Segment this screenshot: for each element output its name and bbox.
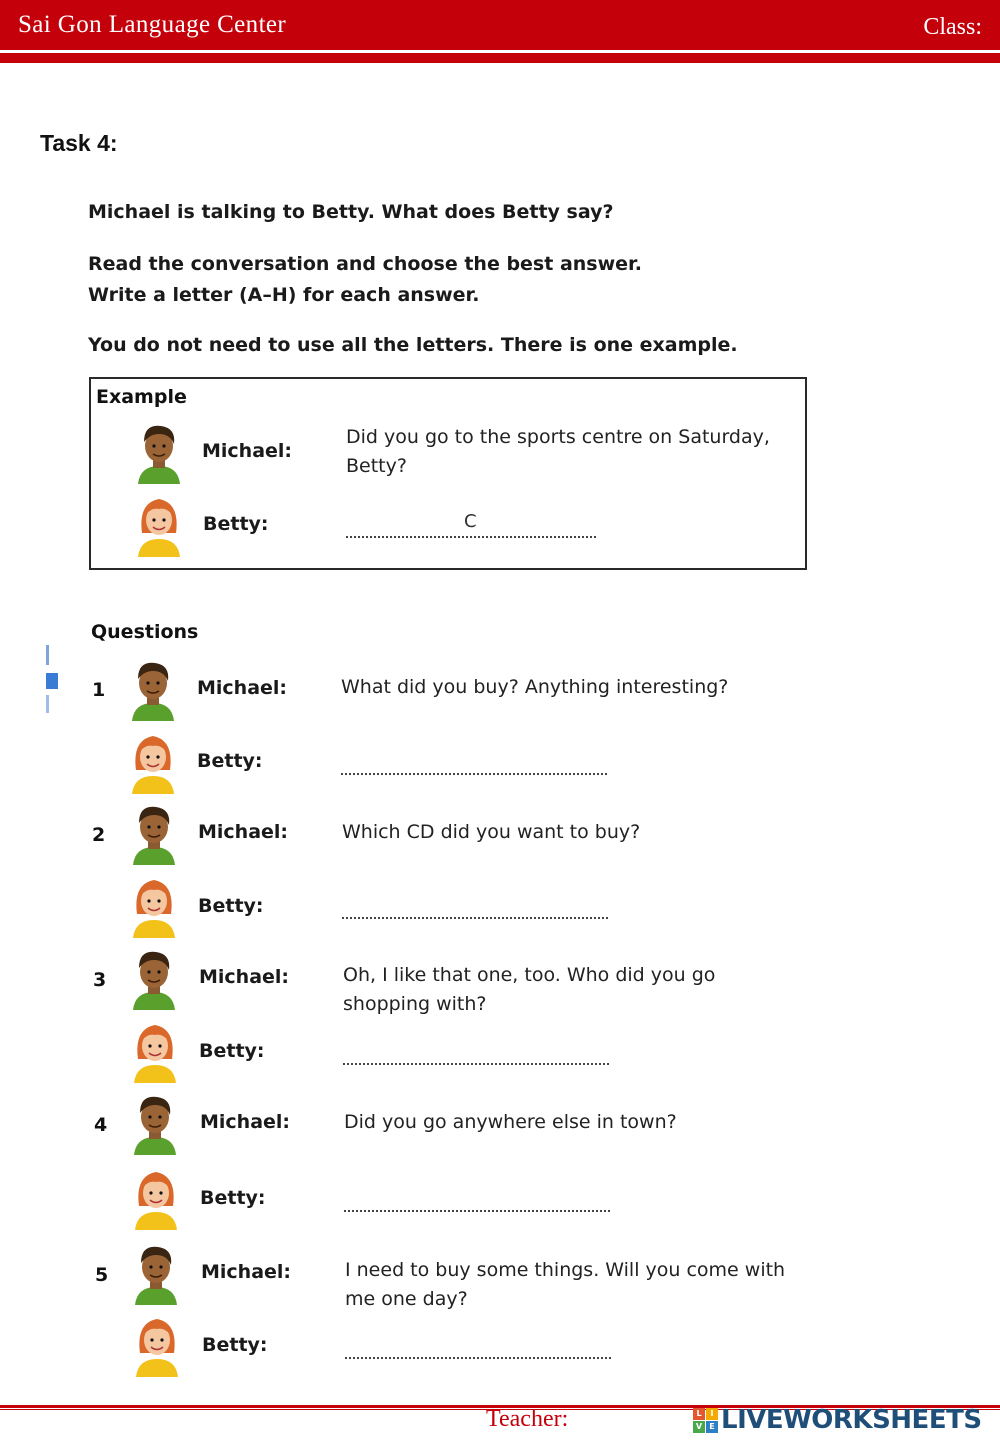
answer-input-4[interactable] — [344, 1208, 610, 1212]
michael-label: Michael: — [199, 966, 290, 988]
liveworksheets-logo[interactable] — [693, 1404, 982, 1436]
class-label: Class: — [923, 14, 982, 40]
betty-avatar-icon — [134, 493, 184, 557]
example-michael-label: Michael: — [202, 440, 293, 462]
question-number: 2 — [92, 824, 106, 846]
michael-label: Michael: — [201, 1261, 292, 1283]
example-title: Example — [96, 386, 187, 408]
question-number: 5 — [95, 1264, 109, 1286]
instruction-line-4: You do not need to use all the letters. There is one example. — [88, 334, 738, 356]
teacher-label: Teacher: — [486, 1406, 569, 1432]
betty-avatar-icon — [130, 1019, 180, 1083]
scan-artifact-icon — [46, 645, 60, 715]
michael-line: Which CD did you want to buy? — [342, 821, 641, 843]
example-answer-line — [346, 534, 596, 538]
michael-line: I need to buy some things. Will you come with me one day? — [345, 1259, 786, 1310]
betty-avatar-icon — [131, 1166, 181, 1230]
michael-label: Michael: — [198, 821, 289, 843]
betty-label: Betty: — [197, 750, 263, 772]
michael-avatar-icon — [129, 801, 179, 865]
question-number: 3 — [93, 969, 107, 991]
example-answer: C — [464, 511, 477, 532]
betty-avatar-icon — [129, 874, 179, 938]
header-bar — [0, 0, 1000, 50]
instruction-line-2: Read the conversation and choose the best answer. — [88, 253, 642, 275]
michael-line: What did you buy? Anything interesting? — [341, 676, 729, 698]
michael-label: Michael: — [200, 1111, 291, 1133]
betty-avatar-icon — [132, 1313, 182, 1377]
michael-avatar-icon — [129, 946, 179, 1010]
betty-avatar-icon — [128, 730, 178, 794]
example-michael-text: Did you go to the sports centre on Saturday, Betty? — [346, 426, 770, 477]
answer-input-1[interactable] — [341, 771, 607, 775]
header-underline — [0, 53, 1000, 63]
task-title: Task 4: — [40, 130, 118, 156]
michael-avatar-icon — [134, 420, 184, 484]
instruction-line-3: Write a letter (A–H) for each answer. — [88, 284, 480, 306]
betty-label: Betty: — [198, 895, 264, 917]
betty-label: Betty: — [202, 1334, 268, 1356]
liveworksheets-wordmark: LIVEWORKSHEETS — [721, 1405, 982, 1435]
michael-avatar-icon — [128, 657, 178, 721]
answer-input-3[interactable] — [343, 1061, 609, 1065]
michael-line: Oh, I like that one, too. Who did you go shopping with? — [343, 964, 716, 1015]
michael-avatar-icon — [130, 1091, 180, 1155]
michael-label: Michael: — [197, 677, 288, 699]
betty-label: Betty: — [199, 1040, 265, 1062]
questions-title: Questions — [91, 621, 199, 643]
michael-avatar-icon — [131, 1241, 181, 1305]
liveworksheets-logo-icon: L I V E — [693, 1408, 718, 1433]
school-name: Sai Gon Language Center — [18, 11, 287, 38]
michael-line: Did you go anywhere else in town? — [344, 1111, 677, 1133]
example-betty-label: Betty: — [203, 513, 269, 535]
instruction-line-1: Michael is talking to Betty. What does Betty say? — [88, 201, 614, 223]
answer-input-5[interactable] — [345, 1355, 611, 1359]
question-number: 1 — [92, 679, 106, 701]
answer-input-2[interactable] — [342, 915, 608, 919]
question-number: 4 — [94, 1114, 108, 1136]
betty-label: Betty: — [200, 1187, 266, 1209]
